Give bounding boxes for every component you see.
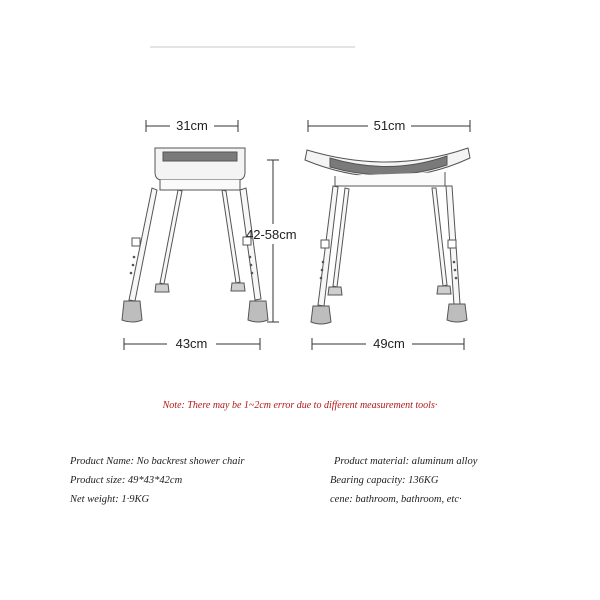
spec-bearing-capacity: Bearing capacity: 136KG <box>330 475 439 486</box>
side-rear-right-leg <box>432 188 447 286</box>
front-rear-left-leg <box>160 190 182 284</box>
spec-product-name: Product Name: No backrest shower chair <box>70 456 245 467</box>
side-foot-right <box>447 304 467 322</box>
side-view-chair <box>305 148 470 324</box>
measurement-note: Note: There may be 1~2cm error due to different measurement tools· <box>162 400 438 411</box>
side-top-width-label: 51cm <box>373 118 406 133</box>
spec-product-size: Product size: 49*43*42cm <box>70 475 183 486</box>
front-foot-left <box>122 301 142 322</box>
height-range-label: 42-58cm <box>246 227 297 242</box>
spec-net-weight: Net weight: 1·9KG <box>70 494 150 505</box>
spec-product-material: Product material: aluminum alloy <box>334 456 478 467</box>
side-bottom-width-label: 49cm <box>373 336 405 351</box>
spec-scene: cene: bathroom, bathroom, etc· <box>330 494 462 505</box>
side-foot-left <box>311 306 331 324</box>
front-top-width-label: 31cm <box>176 118 208 133</box>
front-seat-grip <box>163 152 237 161</box>
front-rear-right-leg <box>222 190 240 283</box>
front-bottom-width-label: 43cm <box>175 336 208 351</box>
front-foot-right <box>248 301 268 322</box>
